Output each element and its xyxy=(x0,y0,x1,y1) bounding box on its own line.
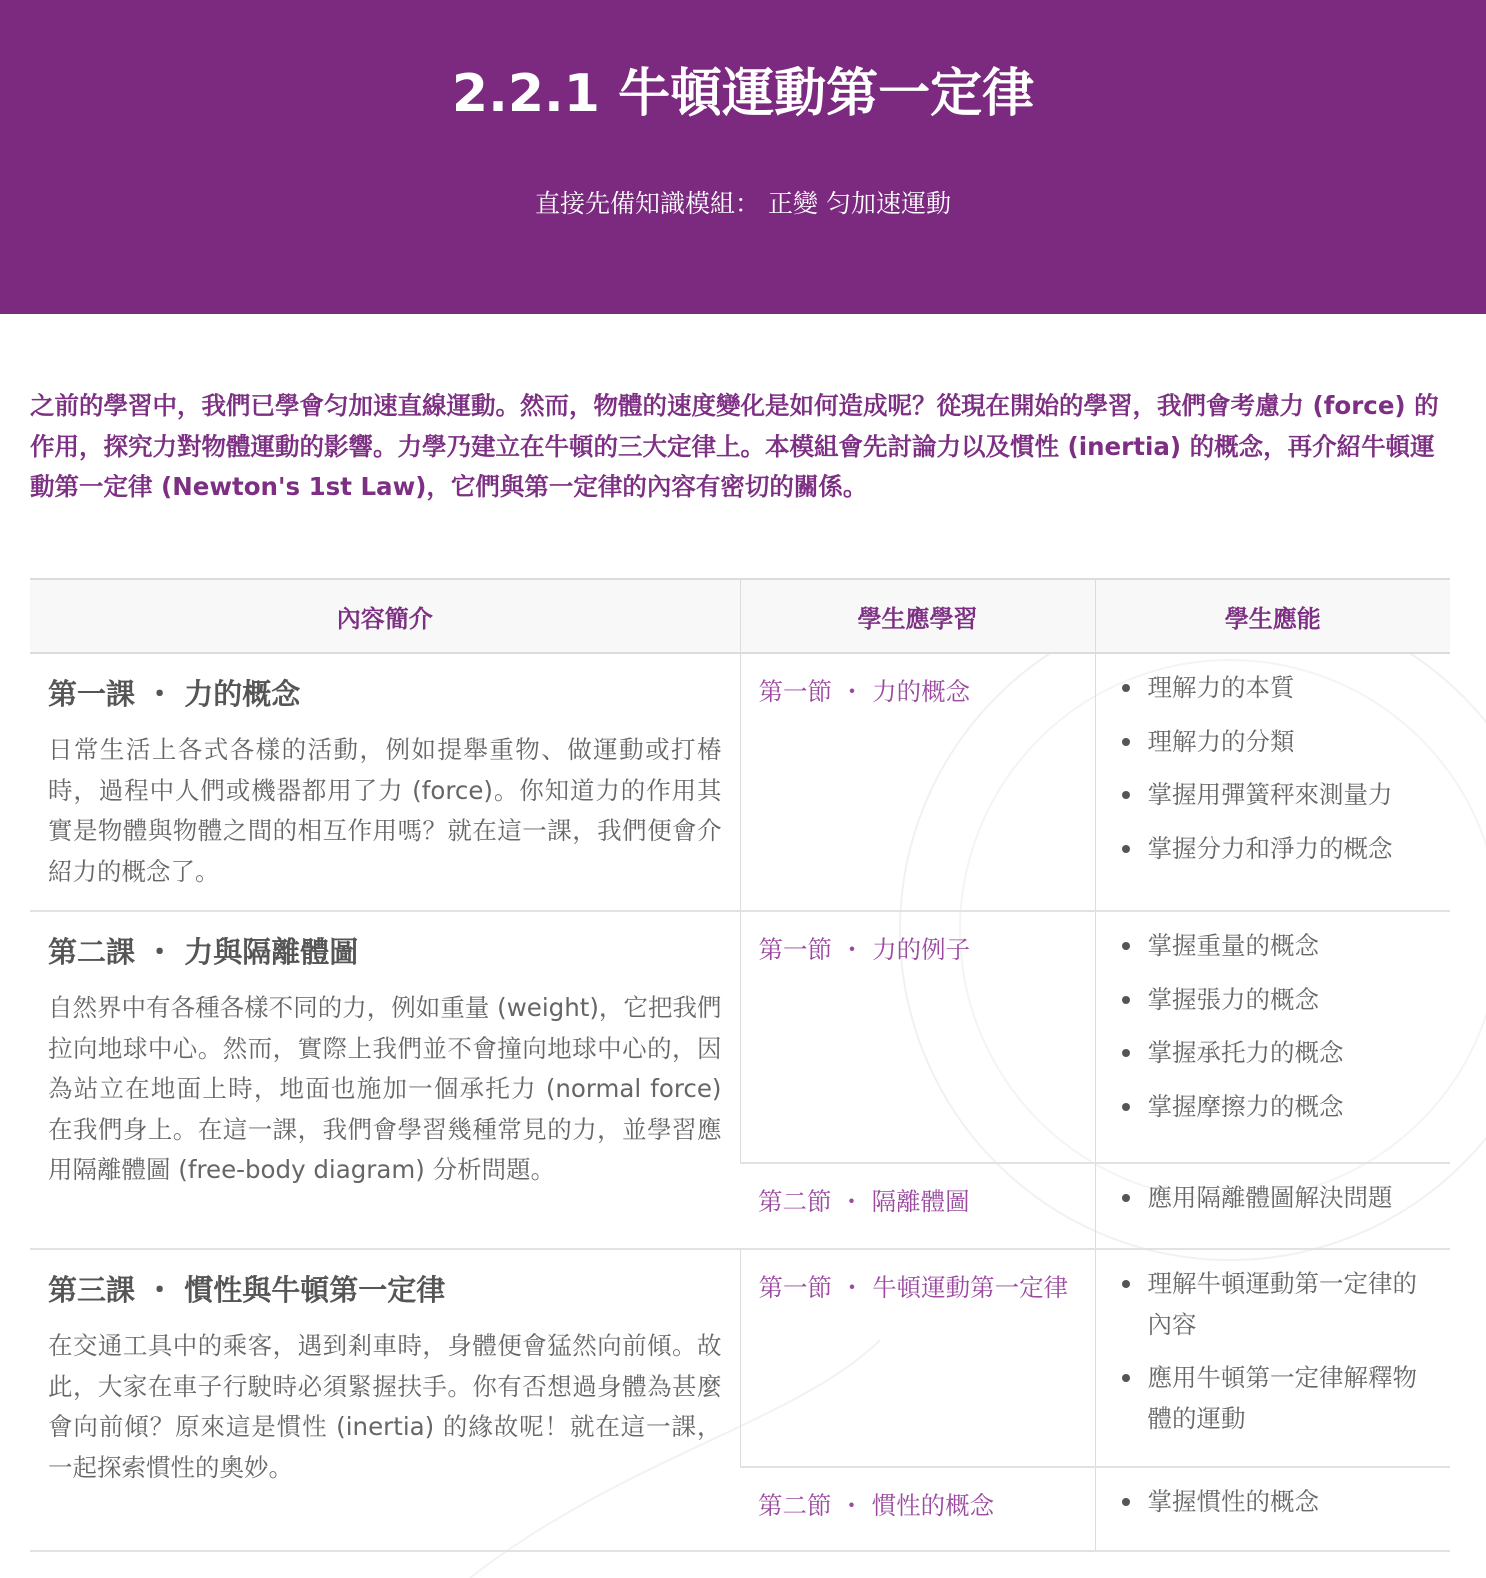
prerequisite-text: 直接先備知識模組： 正變 匀加速運動 xyxy=(535,189,951,218)
table-row xyxy=(30,653,1450,911)
header-students-learn: 學生應學習 xyxy=(740,579,1095,653)
section-link[interactable]: 第二節 ・ 隔離體圖 xyxy=(758,1187,970,1216)
table-row xyxy=(30,1249,1450,1467)
ability-item: 掌握分力和淨力的概念 xyxy=(1118,829,1433,870)
header-banner xyxy=(0,0,1486,314)
section-cell xyxy=(740,653,1095,911)
abilities-cell xyxy=(1095,911,1450,1163)
ability-item: 應用隔離體圖解決問題 xyxy=(1118,1178,1433,1219)
section-cell xyxy=(740,1249,1095,1467)
ability-item: 掌握重量的概念 xyxy=(1118,926,1433,967)
lesson-title: 第一課 ・ 力的概念 xyxy=(48,677,301,711)
abilities-cell xyxy=(1095,1163,1450,1249)
ability-item: 理解牛頓運動第一定律的內容 xyxy=(1118,1264,1433,1345)
section-cell xyxy=(740,1467,1095,1551)
abilities-list xyxy=(1118,1264,1433,1439)
lesson-description: 自然界中有各種各樣不同的力，例如重量 (weight)，它把我們拉向地球中心。然而，實際上我們並不會撞向地球中心的，因為站立在地面上時，地面也施加一個承托力 (normal force) 在我們身上。在這一課，我們會學習幾種常見的力，並學習應用隔離體圖 (free-body diagram) 分析問題。 xyxy=(48,993,722,1184)
ability-item: 掌握慣性的概念 xyxy=(1118,1482,1433,1523)
ability-item: 掌握張力的概念 xyxy=(1118,980,1433,1021)
section-cell xyxy=(740,911,1095,1163)
section-cell xyxy=(740,1163,1095,1249)
lesson-2-cell xyxy=(30,911,740,1249)
section-link[interactable]: 第一節 ・ 牛頓運動第一定律 xyxy=(758,1273,1069,1302)
table-row xyxy=(30,911,1450,1163)
ability-item: 掌握承托力的概念 xyxy=(1118,1033,1433,1074)
header-students-able: 學生應能 xyxy=(1095,579,1450,653)
section-link[interactable]: 第一節 ・ 力的例子 xyxy=(758,935,971,964)
ability-item: 應用牛頓第一定律解釋物體的運動 xyxy=(1118,1358,1433,1439)
abilities-list xyxy=(1118,926,1433,1127)
intro-paragraph: 之前的學習中，我們已學會匀加速直線運動。然而，物體的速度變化是如何造成呢？從現在開始的學習，我們會考慮力 (force) 的作用，探究力對物體運動的影響。力學乃建立在牛頓的三大定律上。本模組會先討論力以及慣性 (inertia) 的概念，再介紹牛頓運動第一定律 (Newton's 1st Law)，它們與第一定律的內容有密切的關係。 xyxy=(30,391,1439,501)
section-link[interactable]: 第二節 ・ 慣性的概念 xyxy=(758,1491,995,1520)
abilities-cell xyxy=(1095,1467,1450,1551)
abilities-list xyxy=(1118,668,1433,869)
lesson-description: 日常生活上各式各樣的活動，例如提舉重物、做運動或打椿時，過程中人們或機器都用了力 (force)。你知道力的作用其實是物體與物體之間的相互作用嗎？就在這一課，我們便會介紹力的概念了。 xyxy=(48,735,722,886)
table-header-row xyxy=(30,579,1450,653)
ability-item: 理解力的分類 xyxy=(1118,722,1433,763)
ability-item: 理解力的本質 xyxy=(1118,668,1433,709)
abilities-cell xyxy=(1095,1249,1450,1467)
header-content-intro: 內容簡介 xyxy=(30,579,740,653)
lesson-3-cell xyxy=(30,1249,740,1551)
lesson-1-cell xyxy=(30,653,740,911)
abilities-list xyxy=(1118,1482,1433,1523)
abilities-list xyxy=(1118,1178,1433,1219)
section-link[interactable]: 第一節 ・ 力的概念 xyxy=(758,677,971,706)
lesson-title: 第三課 ・ 慣性與牛頓第一定律 xyxy=(48,1273,446,1307)
lesson-title: 第二課 ・ 力與隔離體圖 xyxy=(48,935,359,969)
ability-item: 掌握用彈簧秤來測量力 xyxy=(1118,775,1433,816)
lesson-description: 在交通工具中的乘客，遇到剎車時，身體便會猛然向前傾。故此，大家在車子行駛時必須緊握扶手。你有否想過身體為甚麼會向前傾？原來這是慣性 (inertia) 的緣故呢！就在這一課，一起探索慣性的奧妙。 xyxy=(48,1331,722,1482)
page-title: 2.2.1 牛頓運動第一定律 xyxy=(451,64,1035,124)
module-overview-table xyxy=(30,578,1450,1552)
abilities-cell xyxy=(1095,653,1450,911)
ability-item: 掌握摩擦力的概念 xyxy=(1118,1087,1433,1128)
